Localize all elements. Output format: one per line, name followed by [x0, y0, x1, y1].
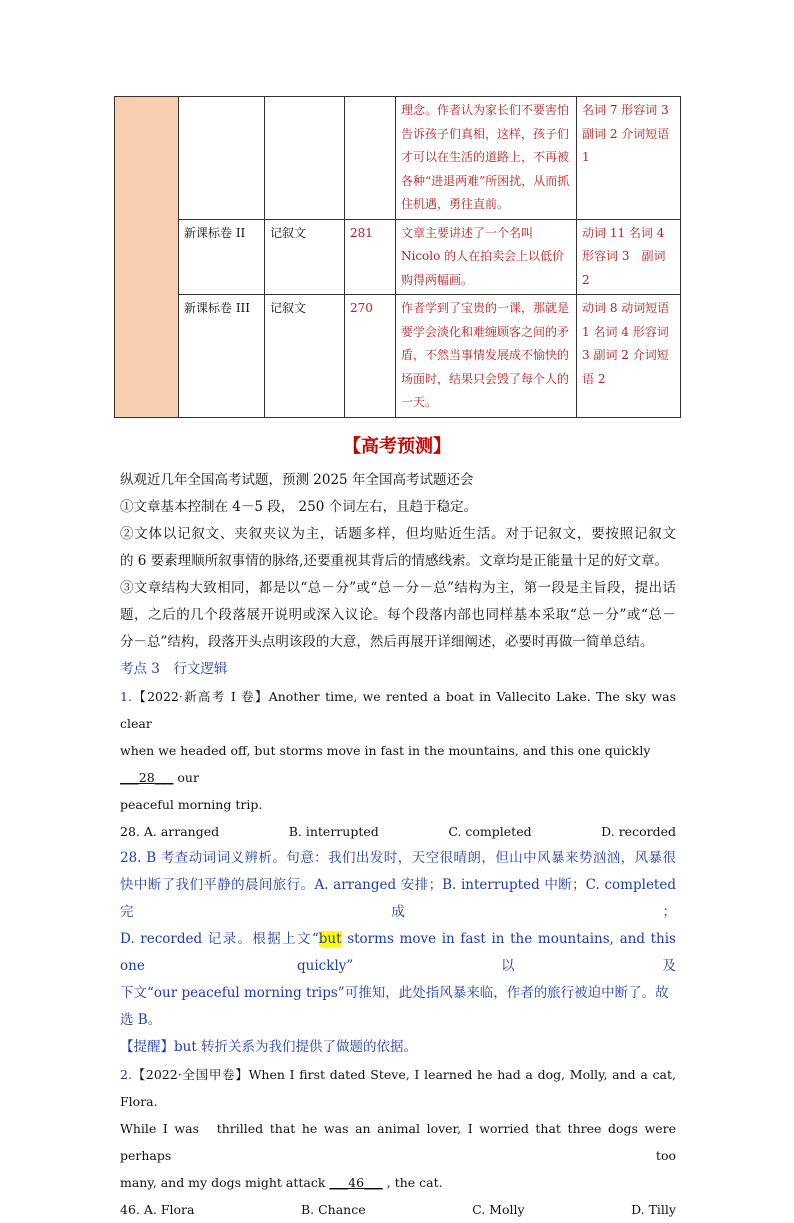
q1-line-1	[120, 683, 676, 737]
stats-cell: 名词 7 形容词 3 副词 2 介词短语 1	[577, 97, 681, 220]
paper-name-cell: 新课标卷 II	[179, 219, 265, 295]
q2-source-tag: 【2022·全国甲卷】	[131, 1067, 249, 1082]
q1-line-2	[120, 737, 676, 791]
word-count-cell	[345, 97, 396, 220]
q1-line-3: peaceful morning trip.	[120, 797, 263, 812]
stats-cell: 动词 8 动词短语 1 名词 4 形容词 3 副词 2 介词短语 2	[577, 295, 681, 418]
option-c: C. Molly	[472, 1202, 525, 1217]
option-d: D. Tilly	[631, 1202, 676, 1217]
point-2-line-1: ②文体以记叙文、夹叙夹议为主，话题多样，但均贴近生活。对于记叙文，要按照记叙文	[120, 526, 676, 542]
section-heading: 【高考预测】	[343, 436, 451, 457]
q1-number: 1.	[120, 689, 132, 704]
option-b: B. interrupted	[288, 824, 379, 839]
q1-answer-line-3	[120, 926, 676, 980]
option-b: B. Chance	[300, 1202, 366, 1217]
point-1: ①文章基本控制在 4－5 段， 250 个词左右，且趋于稳定。	[120, 499, 478, 515]
q1-answer-line-2: 快中断了我们平静的晨间旅行。A. arranged 安排；B. interrupted 中断；C. completed 完成；	[120, 877, 676, 920]
genre-cell: 记叙文	[265, 295, 345, 418]
q1-text: when we headed off, but storms move in fast in the mountains, and this one quickly	[120, 743, 651, 758]
q1-text: Another time, we rented a boat in Vallecito Lake. The sky was clear	[120, 689, 676, 731]
q1-blank: ___28___	[120, 770, 174, 785]
point-3-line-2: 题，之后的几个段落展开说明或深入议论。每个段落内部也同样基本采取“总－分”或“总－	[120, 607, 676, 623]
answer-text: storms move in fast in the mountains, and this one quickly”以及	[120, 931, 676, 974]
intro-text: 纵观近几年全国高考试题，预测 2025 年全国高考试题还会	[120, 472, 474, 488]
point-3-line-3: 分－总”结构，段落开头点明该段的大意，然后再展开详细阐述，必要时再做一简单总结。	[120, 634, 654, 650]
word-count-cell: 270	[345, 295, 396, 418]
genre-cell	[265, 97, 345, 220]
q2-options	[120, 1196, 676, 1223]
exam-analysis-table	[114, 96, 681, 418]
q1-options	[120, 818, 676, 845]
option-d: D. recorded	[601, 824, 676, 839]
q1-tip: 【提醒】but 转折关系为我们提供了做题的依据。	[120, 1039, 418, 1055]
table-row	[115, 219, 681, 295]
prediction-body	[120, 467, 676, 1223]
point-2-line-2: 的 6 要素理顺所叙事情的脉络,还要重视其背后的情感线索。文章均是正能量十足的好文章。	[120, 553, 668, 569]
answer-text: D. recorded 记录。根据上文“	[120, 931, 319, 947]
q2-blank: ___46___	[329, 1175, 383, 1190]
q1-answer-line-1: 28. B 考查动词词义辨析。句意：我们出发时，天空很晴朗，但山中风暴来势汹汹，风暴很	[120, 850, 676, 866]
genre-cell: 记叙文	[265, 219, 345, 295]
option-a: 46. A. Flora	[120, 1202, 195, 1217]
content-cell: 作者学到了宝贵的一课，那就是要学会淡化和难缠顾客之间的矛盾，不然当事情发展成不愉快的场面时，结果只会毁了每个人的一天。	[396, 295, 577, 418]
paper-name-cell	[179, 97, 265, 220]
q2-text: When I first dated Steve, I learned he had a dog, Molly, and a cat, Flora.	[120, 1067, 676, 1109]
option-c: C. completed	[448, 824, 532, 839]
q2-text: many, and my dogs might attack	[120, 1175, 330, 1190]
q1-source-tag: 【2022·新高考 I 卷】	[131, 689, 269, 704]
option-a: 28. A. arranged	[120, 824, 220, 839]
q2-number: 2.	[120, 1067, 132, 1082]
content-cell: 文章主要讲述了一个名叫 Nicolo 的人在拍卖会上以低价购得两幅画。	[396, 219, 577, 295]
table-row	[115, 97, 681, 220]
q1-answer-line-4: 下文“our peaceful morning trips”可推知，此处指风暴来临，作者的旅行被迫中断了。故选 B。	[120, 985, 669, 1028]
point-3-line-1: ③文章结构大致相同，都是以“总－分”或“总－分－总”结构为主，第一段是主旨段，提出话	[120, 580, 676, 596]
kaodian-label: 考点 3 行文逻辑	[120, 661, 228, 677]
q2-line-2: While I was thrilled that he was an animal lover, I worried that three dogs were perhaps too	[120, 1121, 676, 1163]
q2-line-1	[120, 1061, 676, 1115]
q2-line-3	[120, 1169, 676, 1196]
paper-name-cell: 新课标卷 III	[179, 295, 265, 418]
table-row	[115, 295, 681, 418]
stats-cell: 动词 11 名词 4 形容词 3 副词 2	[577, 219, 681, 295]
word-count-cell: 281	[345, 219, 396, 295]
q2-text: , the cat.	[382, 1175, 443, 1190]
year-cell	[115, 97, 179, 418]
q1-text: our	[173, 770, 199, 785]
highlighted-word: but	[318, 931, 342, 947]
content-cell: 理念。作者认为家长们不要害怕告诉孩子们真相，这样，孩子们才可以在生活的道路上，不再被各种“进退两难”所困扰，从而抓住机遇，勇往直前。	[396, 97, 577, 220]
